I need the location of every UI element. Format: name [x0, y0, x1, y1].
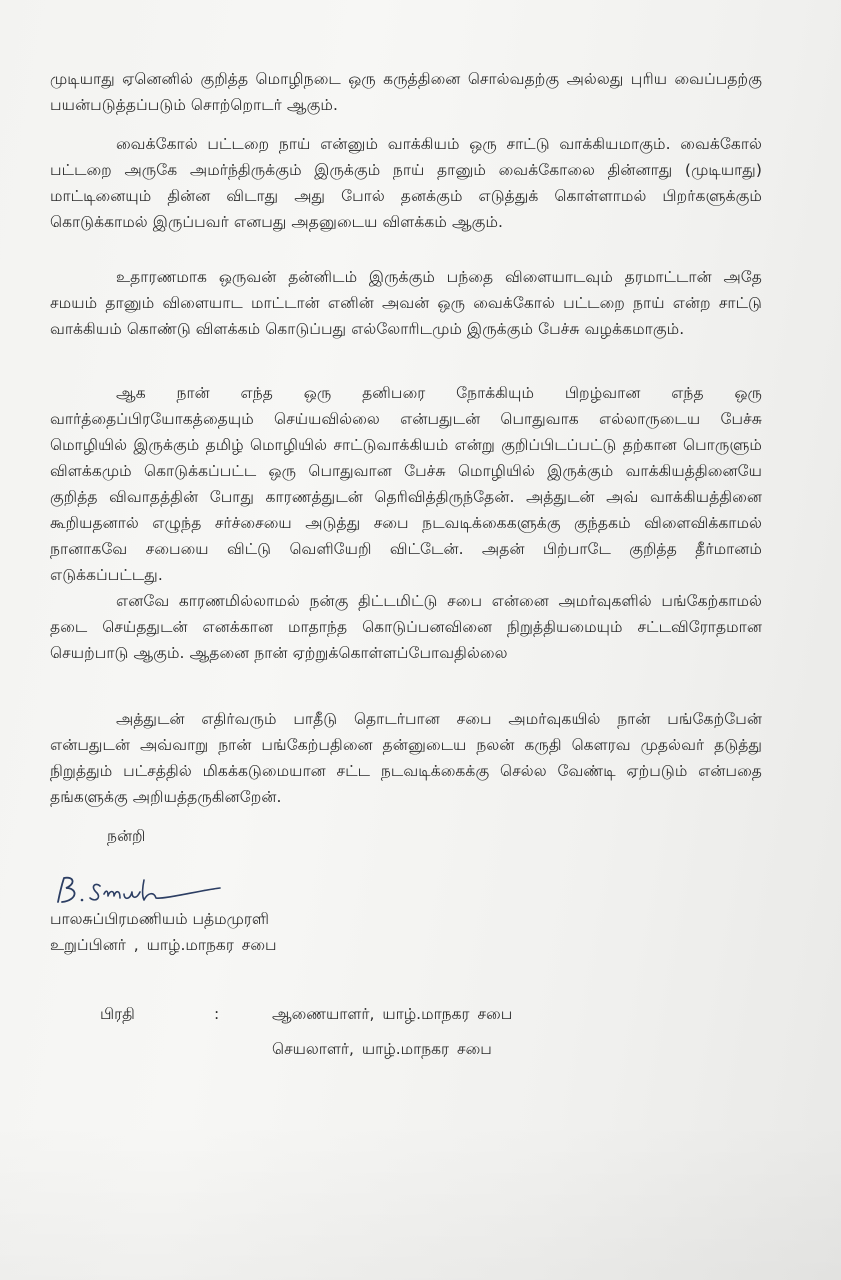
paragraph-clarification: ஆக நான் எந்த ஒரு தனிபரை நோக்கியும் பிறழ்வான எந்த ஒரு வார்த்தைப்பிரயோகத்தையும் செய்யவில்லை என்பதுடன் பொதுவாக எல்லாருடைய பேச்சு மொழியில் இருக்கும் தமிழ் மொழியில் சாட்டுவாக்கியம் என்று குறிப்பிடப்பட்டு தற்கான பொருளும் விளக்கமும் கொடுக்கப்பட்ட ஒரு பொதுவான பேச்சு மொழியில் இருக்கும் வாக்கியத்தினையே குறித்த விவாதத்தின் போது காரணத்துடன் தெரிவித்திருந்தேன். அத்துடன் அவ் வாக்கியத்தினை கூறியதனால் எழுந்த சர்ச்சையை அடுத்து சபை நடவடிக்கைகளுக்கு குந்தகம் விளைவிக்காமல் நானாகவே சபையை விட்டு வெளியேறி விட்டேன். அதன் பிற்பாடே குறித்த தீர்மானம் எடுக்கப்பட்டது. [50, 384, 762, 584]
copy-to-label: பிரதி [100, 1005, 135, 1023]
paragraph-objection: எனவே காரணமில்லாமல் நன்கு திட்டமிட்டு சபை என்னை அமர்வுகளில் பங்கேற்காமல் தடை செய்ததுடன் எனக்கான மாதாந்த கொடுப்பனவினை நிறுத்தியமையும் சட்டவிரோதமான செயற்பாடு ஆகும். ஆதனை நான் ஏற்றுக்கொள்ளப்போவதில்லை [50, 592, 762, 662]
signer-name: பாலசுப்பிரமணியம் பத்மமுரளி [50, 910, 269, 928]
paragraph-idiom-definition: வைக்கோல் பட்டறை நாய் என்னும் வாக்கியம் ஒரு சாட்டு வாக்கியமாகும். வைக்கோல் பட்டறை அருகே அமர்ந்திருக்கும் இருக்கும் நாய் தானும் வைக்கோலை தின்னாது (முடியாது) மாட்டினையும் தின்ன விடாது அது போல் தனக்கும் எடுத்துக் கொள்ளாமல் பிறர்களுக்கும் கொடுக்காமல் இருப்பவர் எனபது அதனுடைய விளக்கம் ஆகும். [50, 135, 762, 231]
closing-thanks: நன்றி [107, 827, 146, 845]
paragraph-warning: அத்துடன் எதிர்வரும் பாதீடு தொடர்பான சபை அமர்வுகயில் நான் பங்கேற்பேன் என்பதுடன் அவ்வாறு நான் பங்கேற்பதினை தன்னுடைய நலன் கருதி கௌரவ முதல்வர் தடுத்து நிறுத்தும் பட்சத்தில் மிகக்கடுமையான சட்ட நடவடிக்கைக்கு செல்ல வேண்டி ஏற்படும் என்பதை தங்களுக்கு அறியத்தருகினறேன். [50, 710, 762, 806]
paragraph-example: உதாரணமாக ஒருவன் தன்னிடம் இருக்கும் பந்தை விளையாடவும் தரமாட்டான் அதே சமயம் தானும் விளையாட மாட்டான் எனின் அவன் ஒரு வைக்கோல் பட்டறை நாய் என்ற சாட்டு வாக்கியம் கொண்டு விளக்கம் கொடுப்பது எல்லோரிடமும் இருக்கும் பேச்சு வழக்கமாகும். [50, 268, 762, 338]
copy-to-colon: : [214, 1005, 220, 1023]
paper-shadow [0, 1120, 841, 1280]
signer-role: உறுப்பினர் , யாழ்.மாநகர சபை [50, 936, 277, 954]
handwritten-signature [52, 872, 222, 912]
paragraph-continuation: முடியாது ஏனெனில் குறித்த மொழிநடை ஒரு கருத்தினை சொல்வதற்கு அல்லது புரிய வைப்பதற்கு பயன்படுத்தப்படும் சொற்றொடர் ஆகும். [50, 70, 762, 114]
copy-recipient-secretary: செயலாளர், யாழ்.மாநகர சபை [272, 1040, 492, 1058]
copy-recipient-commissioner: ஆணையாளர், யாழ்.மாநகர சபை [272, 1005, 513, 1023]
